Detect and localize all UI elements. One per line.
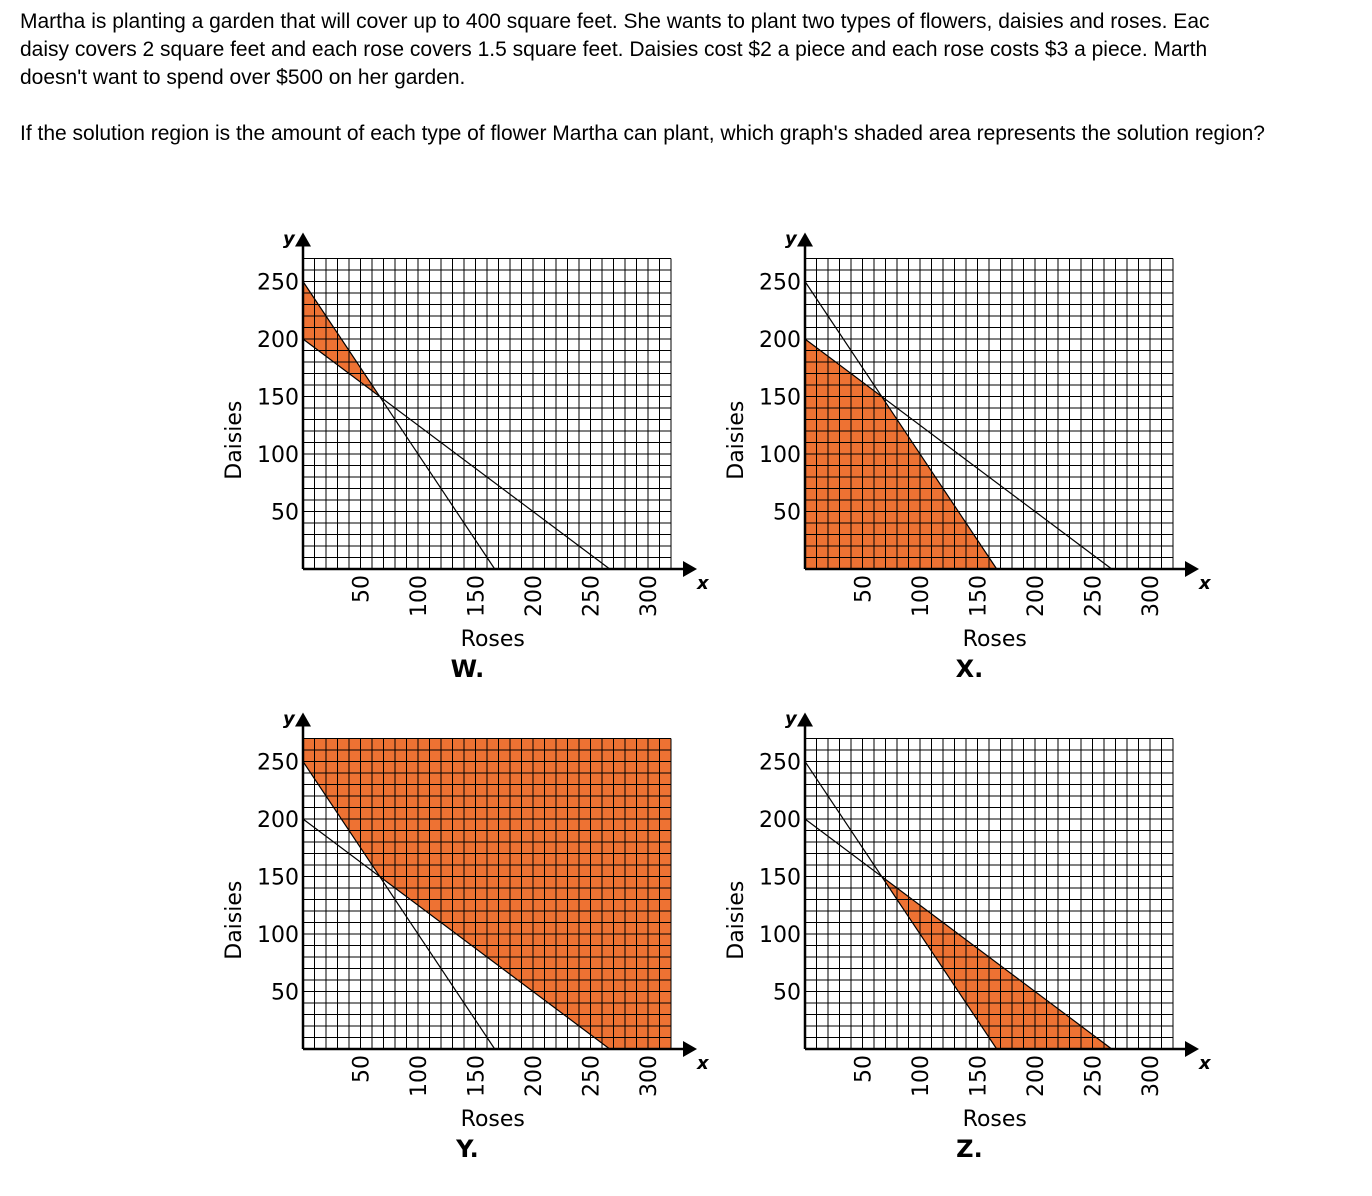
y-axis-variable: y [785, 708, 797, 730]
y-tick-label: 150 [257, 865, 299, 891]
x-tick-label: 150 [464, 575, 490, 617]
x-axis-title: Roses [460, 1107, 525, 1132]
graph-y[interactable] [205, 685, 725, 1165]
y-tick-label: 100 [759, 923, 801, 948]
question-prompt: If the solution region is the amount of each type of flower Martha can plant, which graph's shaded area represents the solution region? [20, 122, 1265, 145]
y-tick-label: 200 [257, 808, 299, 833]
y-axis-variable: y [785, 228, 797, 250]
x-tick-label: 300 [1139, 1055, 1164, 1097]
x-tick-label: 300 [1139, 575, 1164, 617]
x-tick-label: 50 [851, 1055, 877, 1083]
y-tick-label: 250 [257, 750, 299, 776]
x-tick-label: 200 [1024, 575, 1049, 617]
y-axis-arrow [797, 713, 813, 727]
x-tick-label: 200 [522, 575, 547, 617]
x-tick-label: 150 [966, 1055, 992, 1097]
y-axis-variable: y [283, 228, 295, 250]
x-tick-label: 50 [349, 575, 375, 603]
x-tick-label: 250 [1081, 575, 1107, 617]
graph-svg-z [707, 685, 1227, 1165]
x-axis-arrow [683, 561, 697, 577]
y-tick-label: 250 [257, 270, 299, 296]
x-tick-label: 100 [407, 575, 432, 617]
y-axis-title: Daisies [724, 400, 749, 480]
y-axis-arrow [295, 713, 311, 727]
x-tick-label: 100 [407, 1055, 432, 1097]
x-tick-label: 200 [522, 1055, 547, 1097]
y-tick-label: 250 [759, 270, 801, 296]
x-tick-label: 250 [579, 575, 605, 617]
y-tick-label: 50 [773, 980, 801, 1006]
y-axis-title: Daisies [724, 880, 749, 960]
y-tick-label: 200 [257, 328, 299, 353]
x-tick-label: 250 [579, 1055, 605, 1097]
question-line-2: daisy covers 2 square feet and each rose covers 1.5 square feet. Daisies cost $2 a piece and each rose costs $3 a piece. Marth [20, 38, 1208, 61]
y-tick-label: 200 [759, 808, 801, 833]
x-axis-arrow [683, 1041, 697, 1057]
y-tick-label: 50 [271, 980, 299, 1006]
x-tick-label: 200 [1024, 1055, 1049, 1097]
x-axis-title: Roses [460, 627, 525, 652]
y-axis-arrow [797, 233, 813, 247]
x-tick-label: 150 [464, 1055, 490, 1097]
graph-x[interactable] [707, 205, 1227, 685]
grid [805, 739, 1173, 1050]
grid [303, 259, 671, 570]
y-tick-label: 200 [759, 328, 801, 353]
x-axis-variable: x [697, 573, 709, 594]
graph-svg-w [205, 205, 725, 685]
x-tick-label: 300 [637, 1055, 662, 1097]
graph-letter-label: Z. [956, 1135, 983, 1163]
y-axis-arrow [295, 233, 311, 247]
graph-letter-label: Y. [456, 1135, 479, 1163]
y-tick-label: 100 [257, 443, 299, 468]
graph-w[interactable] [205, 205, 725, 685]
question-line-1: Martha is planting a garden that will cover up to 400 square feet. She wants to plant two types of flowers, daisies and roses. Eac [20, 10, 1210, 33]
x-tick-label: 150 [966, 575, 992, 617]
constraint-line-1 [805, 762, 997, 1050]
y-axis-variable: y [283, 708, 295, 730]
x-axis-arrow [1185, 561, 1199, 577]
x-tick-label: 300 [637, 575, 662, 617]
x-tick-label: 100 [909, 1055, 934, 1097]
x-axis-variable: x [1199, 573, 1211, 594]
y-tick-label: 50 [773, 500, 801, 526]
x-axis-title: Roses [962, 1107, 1027, 1132]
y-tick-label: 150 [759, 865, 801, 891]
y-tick-label: 50 [271, 500, 299, 526]
graph-svg-y [205, 685, 725, 1165]
y-axis-title: Daisies [222, 880, 247, 960]
x-tick-label: 50 [349, 1055, 375, 1083]
x-tick-label: 50 [851, 575, 877, 603]
graph-letter-label: W. [450, 655, 485, 683]
y-tick-label: 150 [257, 385, 299, 411]
graph-z[interactable] [707, 685, 1227, 1165]
y-axis-title: Daisies [222, 400, 247, 480]
y-tick-label: 250 [759, 750, 801, 776]
y-tick-label: 100 [759, 443, 801, 468]
y-tick-label: 150 [759, 385, 801, 411]
x-axis-title: Roses [962, 627, 1027, 652]
x-axis-arrow [1185, 1041, 1199, 1057]
y-tick-label: 100 [257, 923, 299, 948]
x-axis-variable: x [697, 1053, 709, 1074]
x-tick-label: 100 [909, 575, 934, 617]
question-line-3: doesn't want to spend over $500 on her garden. [20, 66, 466, 89]
graph-svg-x [707, 205, 1227, 685]
graph-letter-label: X. [955, 655, 984, 683]
x-tick-label: 250 [1081, 1055, 1107, 1097]
constraint-line-1 [303, 282, 495, 570]
x-axis-variable: x [1199, 1053, 1211, 1074]
question-text [20, 8, 1372, 148]
